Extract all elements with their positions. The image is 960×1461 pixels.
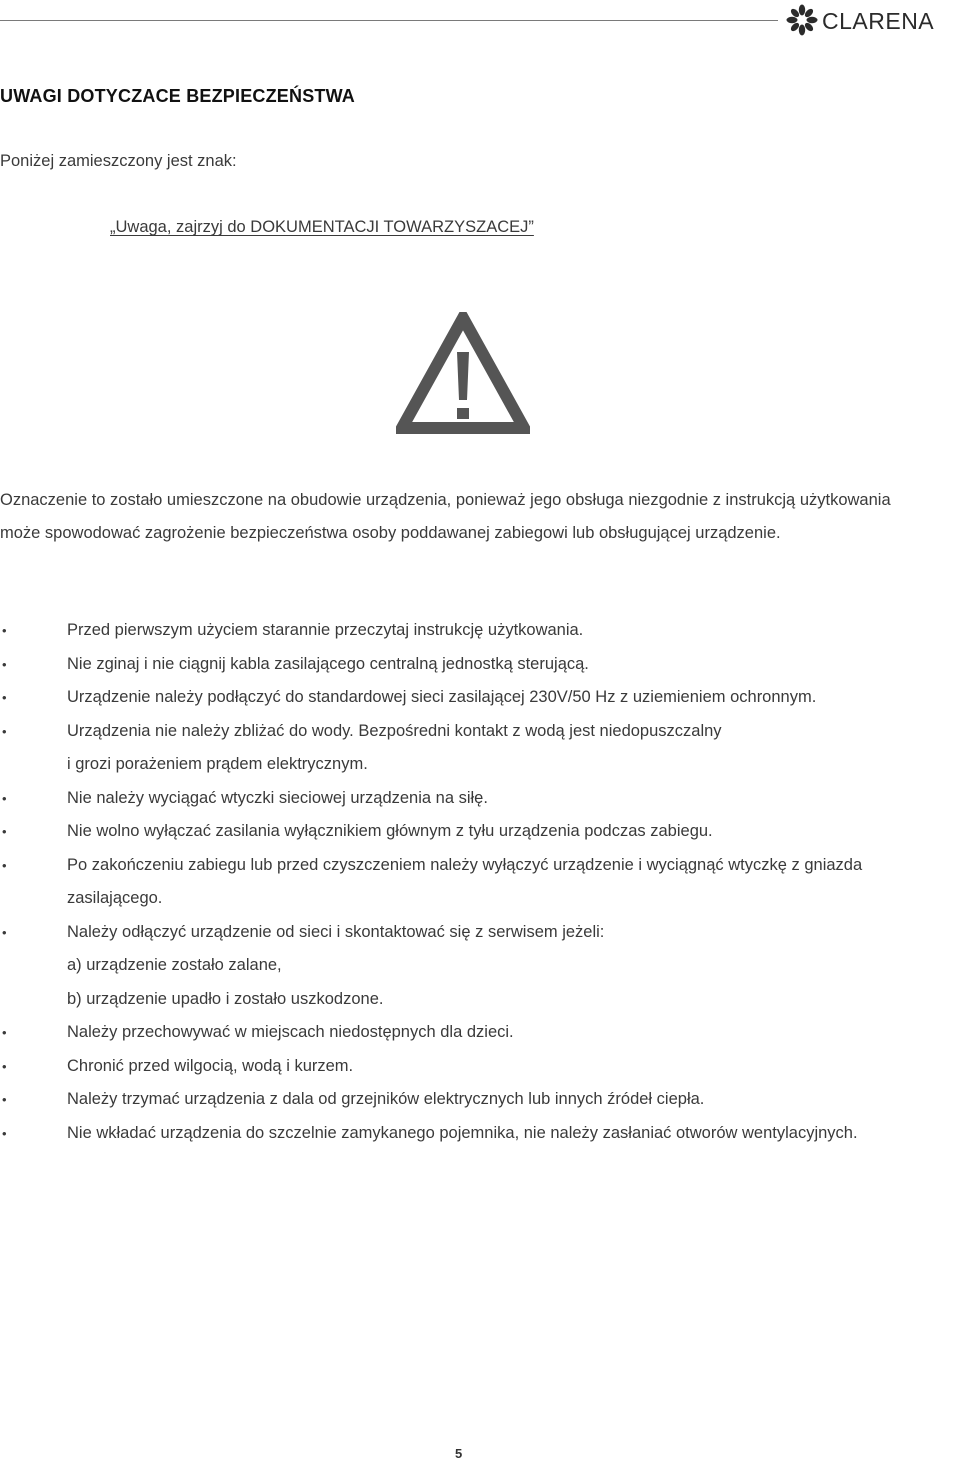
rule-text: Nie wkładać urządzenia do szczelnie zamykanego pojemnika, nie należy zasłaniać otworów wentylacyjnych.	[67, 1123, 858, 1142]
rule-text: Urządzenia nie należy zbliżać do wody. Bezpośredni kontakt z wodą jest niedopuszczalny	[67, 721, 722, 740]
warning-triangle-icon	[396, 312, 530, 436]
list-item	[0, 1016, 960, 1050]
list-item	[0, 1117, 960, 1151]
list-item	[0, 648, 960, 682]
rule-text: Po zakończeniu zabiegu lub przed czyszczeniem należy wyłączyć urządzenie i wyciągnąć wtyczkę z gniazda	[67, 855, 863, 874]
safety-rules-list	[0, 614, 960, 1150]
bullet-icon: •	[2, 690, 7, 705]
bullet-icon: •	[2, 790, 7, 806]
bullet-icon: •	[2, 656, 7, 672]
intro-text: Poniżej zamieszczony jest znak:	[0, 152, 237, 170]
warning-caption: „Uwaga, zajrzyj do DOKUMENTACJI TOWARZYSZACEJ”	[110, 218, 534, 236]
rule-text: Należy odłączyć urządzenie od sieci i skontaktować się z serwisem jeżeli:	[67, 922, 605, 941]
flower-icon	[784, 2, 820, 38]
list-item	[0, 614, 960, 648]
rule-text: Przed pierwszym użyciem starannie przeczytaj instrukcję użytkowania.	[67, 621, 584, 639]
rule-subitem: b) urządzenie upadło i zostało uszkodzone.	[67, 989, 384, 1008]
list-item	[0, 1050, 960, 1084]
header-rule	[0, 20, 778, 21]
list-item	[0, 715, 960, 782]
description-line: Oznaczenie to zostało umieszczone na obudowie urządzenia, ponieważ jego obsługa niezgodnie z instrukcją użytkowania	[0, 491, 891, 509]
bullet-icon: •	[2, 924, 7, 940]
page-number: 5	[455, 1446, 463, 1461]
bullet-icon: •	[2, 857, 7, 873]
brand-name: CLARENA	[822, 8, 935, 34]
rule-subitem: a) urządzenie zostało zalane,	[67, 956, 282, 974]
page-title: UWAGI DOTYCZACE BEZPIECZEŃSTWA	[0, 86, 356, 106]
bullet-icon: •	[2, 1025, 7, 1040]
rule-text: Nie wolno wyłączać zasilania wyłącznikiem głównym z tyłu urządzenia podczas zabiegu.	[67, 822, 713, 840]
rule-text: Chronić przed wilgocią, wodą i kurzem.	[67, 1056, 354, 1075]
rule-text: zasilającego.	[67, 889, 163, 907]
list-item	[0, 681, 960, 715]
bullet-icon: •	[2, 1058, 7, 1074]
bullet-icon: •	[2, 723, 7, 739]
brand-logo	[784, 2, 960, 38]
bullet-icon: •	[2, 1092, 7, 1107]
warning-description	[0, 484, 960, 550]
rule-text: i grozi porażeniem prądem elektrycznym.	[67, 755, 368, 773]
rule-text: Urządzenie należy podłączyć do standardowej sieci zasilającej 230V/50 Hz z uziemieniem ochronnym.	[67, 688, 817, 706]
rule-text: Należy trzymać urządzenia z dala od grzejników elektrycznych lub innych źródeł ciepła.	[67, 1090, 705, 1108]
list-item	[0, 1083, 960, 1117]
list-item	[0, 815, 960, 849]
bullet-icon: •	[2, 824, 7, 839]
bullet-icon: •	[2, 623, 7, 638]
list-item	[0, 849, 960, 916]
description-line: może spowodować zagrożenie bezpieczeństwa osoby poddawanej zabiegowi lub obsługującej urządzenie.	[0, 524, 781, 542]
rule-text: Nie należy wyciągać wtyczki sieciowej urządzenia na siłę.	[67, 788, 488, 807]
list-item	[0, 916, 960, 1017]
list-item	[0, 782, 960, 816]
bullet-icon: •	[2, 1125, 7, 1141]
rule-text: Należy przechowywać w miejscach niedostępnych dla dzieci.	[67, 1023, 514, 1041]
rule-text: Nie zginaj i nie ciągnij kabla zasilającego centralną jednostką sterującą.	[67, 654, 589, 673]
